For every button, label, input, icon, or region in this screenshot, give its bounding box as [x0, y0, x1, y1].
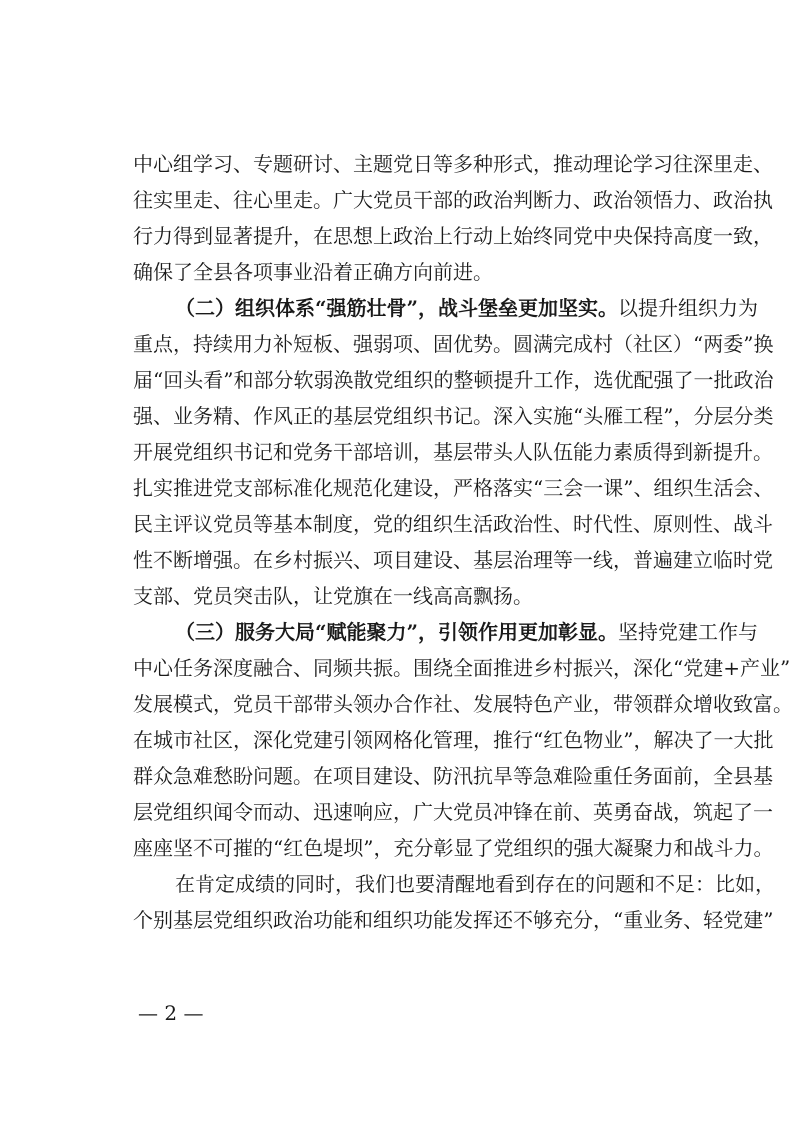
text-line — [133, 902, 774, 938]
text-line — [133, 434, 773, 470]
section-heading: （三）服务大局“赋能聚力”，引领作用更加彰显。 — [175, 620, 619, 644]
line-text: 以提升组织力为 — [618, 296, 759, 320]
line-text: 坚持党建工作与 — [618, 620, 759, 644]
text-line — [133, 794, 773, 830]
text-line — [133, 218, 773, 254]
line-text: 发展模式，党员干部带头领办合作社、发展特色产业，带领群众增收致富。 — [133, 692, 793, 716]
text-line — [133, 830, 774, 866]
line-text: 层党组织闻令而动、迅速响应，广大党员冲锋在前、英勇奋战，筑起了一 — [133, 800, 773, 824]
text-line — [133, 686, 793, 722]
text-line — [133, 506, 773, 542]
document-body — [133, 146, 793, 938]
text-line — [133, 866, 775, 902]
line-text: 往实里走、往心里走。广大党员干部的政治判断力、政治领悟力、政治执 — [133, 188, 773, 212]
paragraph — [133, 290, 774, 614]
text-line — [133, 398, 774, 434]
text-line — [133, 326, 774, 362]
text-line — [133, 290, 759, 326]
text-line — [133, 722, 774, 758]
line-text: 个别基层党组织政治功能和组织功能发挥还不够充分，“重业务、轻党建” — [133, 908, 774, 932]
text-line — [133, 542, 773, 578]
text-line — [133, 254, 681, 290]
text-line — [133, 578, 681, 614]
line-text: 性不断增强。在乡村振兴、项目建设、基层治理等一线，普遍建立临时党 — [133, 548, 773, 572]
line-text: 开展党组织书记和党务干部培训，基层带头人队伍能力素质得到新提升。 — [133, 440, 773, 464]
line-text: 群众急难愁盼问题。在项目建设、防汛抗旱等急难险重任务面前，全县基 — [133, 764, 773, 788]
text-line — [133, 146, 773, 182]
text-line — [133, 362, 774, 398]
line-text: 届“回头看”和部分软弱涣散党组织的整顿提升工作，选优配强了一批政治 — [133, 368, 774, 392]
paragraph — [133, 614, 793, 866]
line-text: 重点，持续用力补短板、强弱项、固优势。圆满完成村（社区）“两委”换 — [133, 332, 774, 356]
line-text: 中心组学习、专题研讨、主题党日等多种形式，推动理论学习往深里走、 — [133, 152, 773, 176]
line-text: 中心任务深度融合、同频共振。围绕全面推进乡村振兴，深化“党建+产业” — [133, 656, 791, 680]
line-text: 在城市社区，深化党建引领网格化管理，推行“红色物业”，解决了一大批 — [133, 728, 774, 752]
line-text: 民主评议党员等基本制度，党的组织生活政治性、时代性、原则性、战斗 — [133, 512, 773, 536]
text-line — [133, 182, 773, 218]
line-text: 座座坚不可摧的“红色堤坝”，充分彰显了党组织的强大凝聚力和战斗力。 — [133, 836, 774, 860]
line-text: 行力得到显著提升，在思想上政治上行动上始终同党中央保持高度一致， — [133, 224, 773, 248]
page-number: — 2 — — [138, 1001, 204, 1025]
line-text: 确保了全县各项事业沿着正确方向前进。 — [133, 260, 493, 284]
text-line — [133, 470, 774, 506]
text-line — [133, 614, 759, 650]
paragraph — [133, 146, 773, 290]
paragraph — [133, 866, 775, 938]
section-heading: （二）组织体系“强筋壮骨”，战斗堡垒更加坚实。 — [175, 296, 619, 320]
line-text: 支部、党员突击队，让党旗在一线高高飘扬。 — [133, 584, 533, 608]
text-line — [133, 650, 791, 686]
text-line — [133, 758, 773, 794]
line-text: 在肯定成绩的同时，我们也要清醒地看到存在的问题和不足：比如， — [175, 872, 775, 896]
line-text: 强、业务精、作风正的基层党组织书记。深入实施“头雁工程”，分层分类 — [133, 404, 774, 428]
line-text: 扎实推进党支部标准化规范化建设，严格落实“三会一课”、组织生活会、 — [133, 476, 774, 500]
